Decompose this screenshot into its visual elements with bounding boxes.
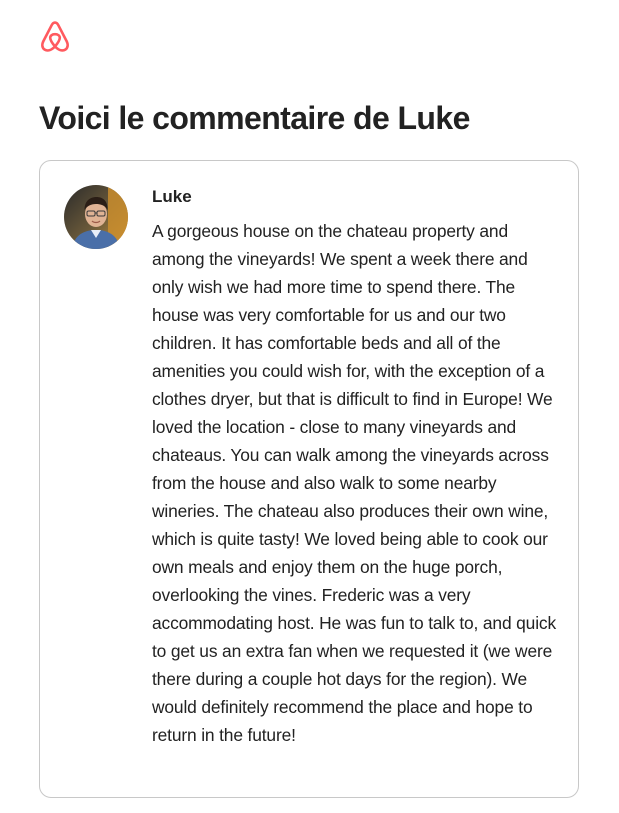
page-title: Voici le commentaire de Luke	[39, 100, 470, 136]
airbnb-logo-icon[interactable]	[38, 20, 72, 54]
reviewer-name: Luke	[152, 187, 192, 206]
review-text: A gorgeous house on the chateau property and among the vineyards! We spent a week there and only wish we had more time to spend there. The house was very comfortable for us and our two children. It has comfortable beds and all of the amenities you could wish for, with the exception of a clothes dryer, but that is difficult to find in Europe! We loved the location - close to many vineyards and chateaus. You can walk among the vineyards across from the house and also walk to some nearby wineries. The chateau also produces their own wine, which is quite tasty! We loved being able to cook our own meals and enjoy them on the huge porch, overlooking the vines. Frederic was a very accommodating host. He was fun to talk to, and quick to get us an extra fan when we requested it (we were there during a couple hot days for the region). We would definitely recommend the place and hope to return in the future!	[152, 221, 556, 745]
avatar[interactable]	[64, 185, 128, 249]
review-card	[39, 160, 579, 798]
